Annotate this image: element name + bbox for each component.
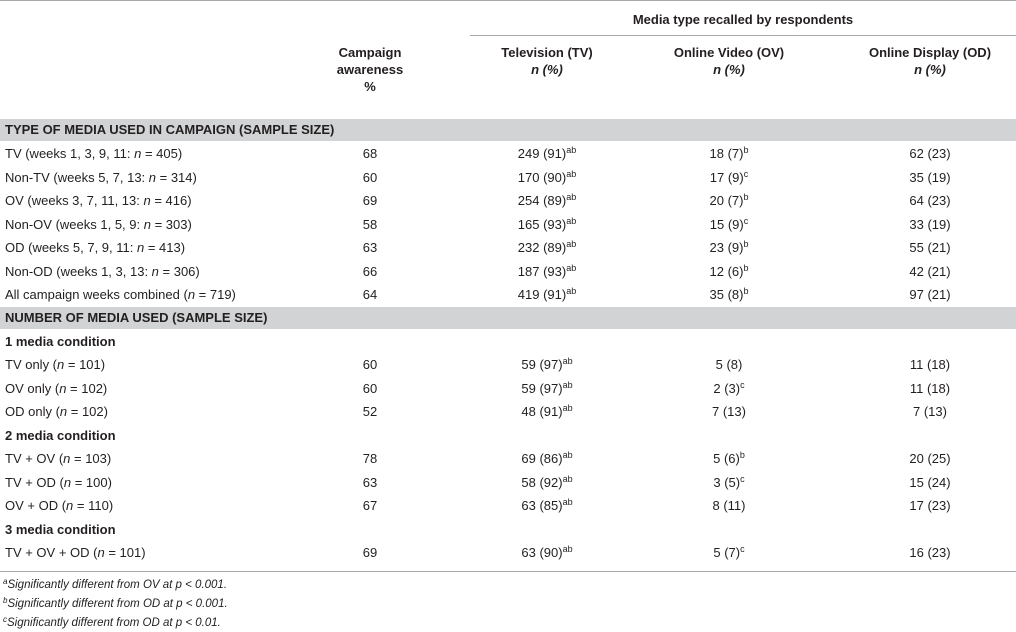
row-label: TV (weeks 1, 3, 9, 11: n = 405) [5, 146, 183, 161]
cell-awareness: 58 [362, 216, 378, 232]
cell-tv: 170 $(90)^{ab}$ [517, 168, 577, 185]
table-row [0, 236, 1016, 259]
cell-tv: 254 $(89)^{ab}$ [517, 192, 577, 208]
cell-tv: 48 $(91)^{ab}$ [521, 403, 573, 419]
row-label: TV only (n = 101) [5, 357, 106, 372]
cell-tv: 63 $(85)^{ab}$ [521, 497, 573, 513]
cell-awareness: 67 [362, 498, 378, 513]
cell-awareness: 60 [362, 380, 378, 396]
cell-tv: 59 $(97)^{ab}$ [521, 356, 573, 372]
cell-tv: 69 $(86)^{ab}$ [521, 450, 573, 466]
cell-od: 55 (21) [909, 240, 951, 255]
footnote-b: $^b$Significantly different from OD at p < 0.001. [3, 596, 228, 610]
table-row [0, 166, 1016, 189]
row-label: OV + OD (n = 110) [5, 498, 114, 513]
row-label: OD (weeks 5, 7, 9, 11: n = 413) [5, 240, 186, 255]
cell-ov: 23 $(9)^b$ [709, 239, 749, 255]
cell-ov: 5 $(7)^c$ [713, 544, 745, 560]
cell-ov: 35 $(8)^b$ [709, 286, 749, 302]
cell-od: 33 (19) [909, 216, 951, 232]
section-header-type: TYPE OF MEDIA USED IN CAMPAIGN (SAMPLE SIZE) [0, 119, 1016, 141]
table-row [0, 189, 1016, 212]
cell-od: 11 (18) [909, 380, 951, 396]
cell-od: 11 (18) [909, 357, 951, 372]
row-label: All campaign weeks combined (n = 719) [5, 287, 236, 302]
section-header-number: NUMBER OF MEDIA USED (SAMPLE SIZE) [0, 307, 1016, 329]
subheader-two-media: 2 media condition [5, 428, 116, 443]
cell-ov: 2 $(3)^c$ [713, 379, 745, 396]
cell-ov: 8 (11) [712, 498, 746, 513]
table-row [0, 142, 1016, 165]
footnote-c: $^c$Significantly different from OD at p < 0.01. [3, 615, 221, 629]
cell-awareness: 78 [362, 451, 378, 466]
table-row [0, 283, 1016, 306]
cell-ov: 12 $(6)^b$ [709, 262, 749, 279]
row-label: OV (weeks 3, 7, 11, 13: n = 416) [5, 193, 192, 208]
cell-ov: 5 $(6)^b$ [713, 450, 745, 466]
footnote-a: $^a$Significantly different from OV at p < 0.001. [3, 577, 228, 591]
table-bottom-rule [0, 571, 1016, 572]
cell-ov: 7 (13) [712, 404, 746, 419]
cell-ov: 20 $(7)^b$ [709, 192, 749, 208]
row-label: Non-OD (weeks 1, 3, 13: n = 306) [5, 263, 200, 279]
subheader-three-media: 3 media condition [5, 522, 116, 537]
cell-ov: 17 $(9)^c$ [709, 168, 749, 185]
group-header: Media type recalled by respondents [632, 12, 854, 27]
cell-tv: 58 $(92)^{ab}$ [521, 473, 573, 490]
row-label: TV + OV + OD (n = 101) [5, 545, 146, 560]
cell-od: 64 (23) [909, 193, 951, 208]
cell-tv: 63 $(90)^{ab}$ [521, 544, 573, 560]
group-header-rule [470, 35, 1016, 36]
table-row [0, 471, 1016, 494]
cell-tv: 59 $(97)^{ab}$ [521, 379, 573, 396]
cell-awareness: 63 [362, 240, 378, 255]
col-header-ov: Online Video (OV) n (%) [673, 45, 785, 77]
table-top-rule [0, 0, 1016, 1]
row-label: TV + OV (n = 103) [5, 451, 112, 466]
cell-od: 7 (13) [913, 404, 947, 419]
row-label: OV only (n = 102) [5, 380, 108, 396]
cell-ov: 3 $(5)^c$ [713, 473, 745, 490]
col-header-tv: Television (TV) n (%) [501, 45, 593, 77]
cell-od: 16 (23) [909, 545, 951, 560]
cell-awareness: 66 [362, 263, 378, 279]
table-row [0, 353, 1016, 376]
table-row [0, 260, 1016, 283]
cell-awareness: 64 [362, 287, 378, 302]
cell-tv: 419 $(91)^{ab}$ [517, 286, 577, 302]
subheader-one-media: 1 media condition [5, 334, 116, 349]
cell-od: 17 (23) [909, 498, 951, 513]
row-label: TV + OD (n = 100) [5, 474, 112, 490]
table-row [0, 213, 1016, 236]
col-header-awareness: Campaign awareness % [336, 45, 404, 94]
cell-awareness: 60 [362, 357, 378, 372]
row-label: Non-OV (weeks 1, 5, 9: n = 303) [5, 216, 192, 232]
cell-tv: 232 $(89)^{ab}$ [517, 239, 577, 255]
col-header-od: Online Display (OD) n (%) [868, 45, 992, 77]
table-row [0, 447, 1016, 470]
cell-awareness: 68 [362, 146, 378, 161]
table-row [0, 400, 1016, 423]
table-row [0, 541, 1016, 564]
cell-od: 97 (21) [909, 287, 951, 302]
row-label: OD only (n = 102) [5, 404, 108, 419]
cell-tv: 249 $(91)^{ab}$ [517, 145, 577, 161]
cell-od: 35 (19) [909, 169, 951, 185]
cell-od: 15 (24) [909, 474, 951, 490]
cell-awareness: 63 [362, 474, 378, 490]
row-label: Non-TV (weeks 5, 7, 13: n = 314) [5, 169, 197, 185]
cell-awareness: 69 [362, 545, 378, 560]
cell-awareness: 69 [362, 193, 378, 208]
cell-tv: 165 $(93)^{ab}$ [517, 215, 577, 232]
cell-tv: 187 $(93)^{ab}$ [517, 262, 577, 279]
table-row [0, 494, 1016, 517]
cell-ov: 5 (8) [715, 357, 743, 372]
cell-od: 42 (21) [909, 263, 951, 279]
cell-od: 20 (25) [909, 451, 951, 466]
cell-awareness: 60 [362, 169, 378, 185]
table-row [0, 377, 1016, 400]
cell-awareness: 52 [362, 404, 378, 419]
cell-ov: 18 $(7)^b$ [709, 145, 749, 161]
cell-od: 62 (23) [909, 146, 951, 161]
cell-ov: 15 $(9)^c$ [709, 215, 749, 232]
